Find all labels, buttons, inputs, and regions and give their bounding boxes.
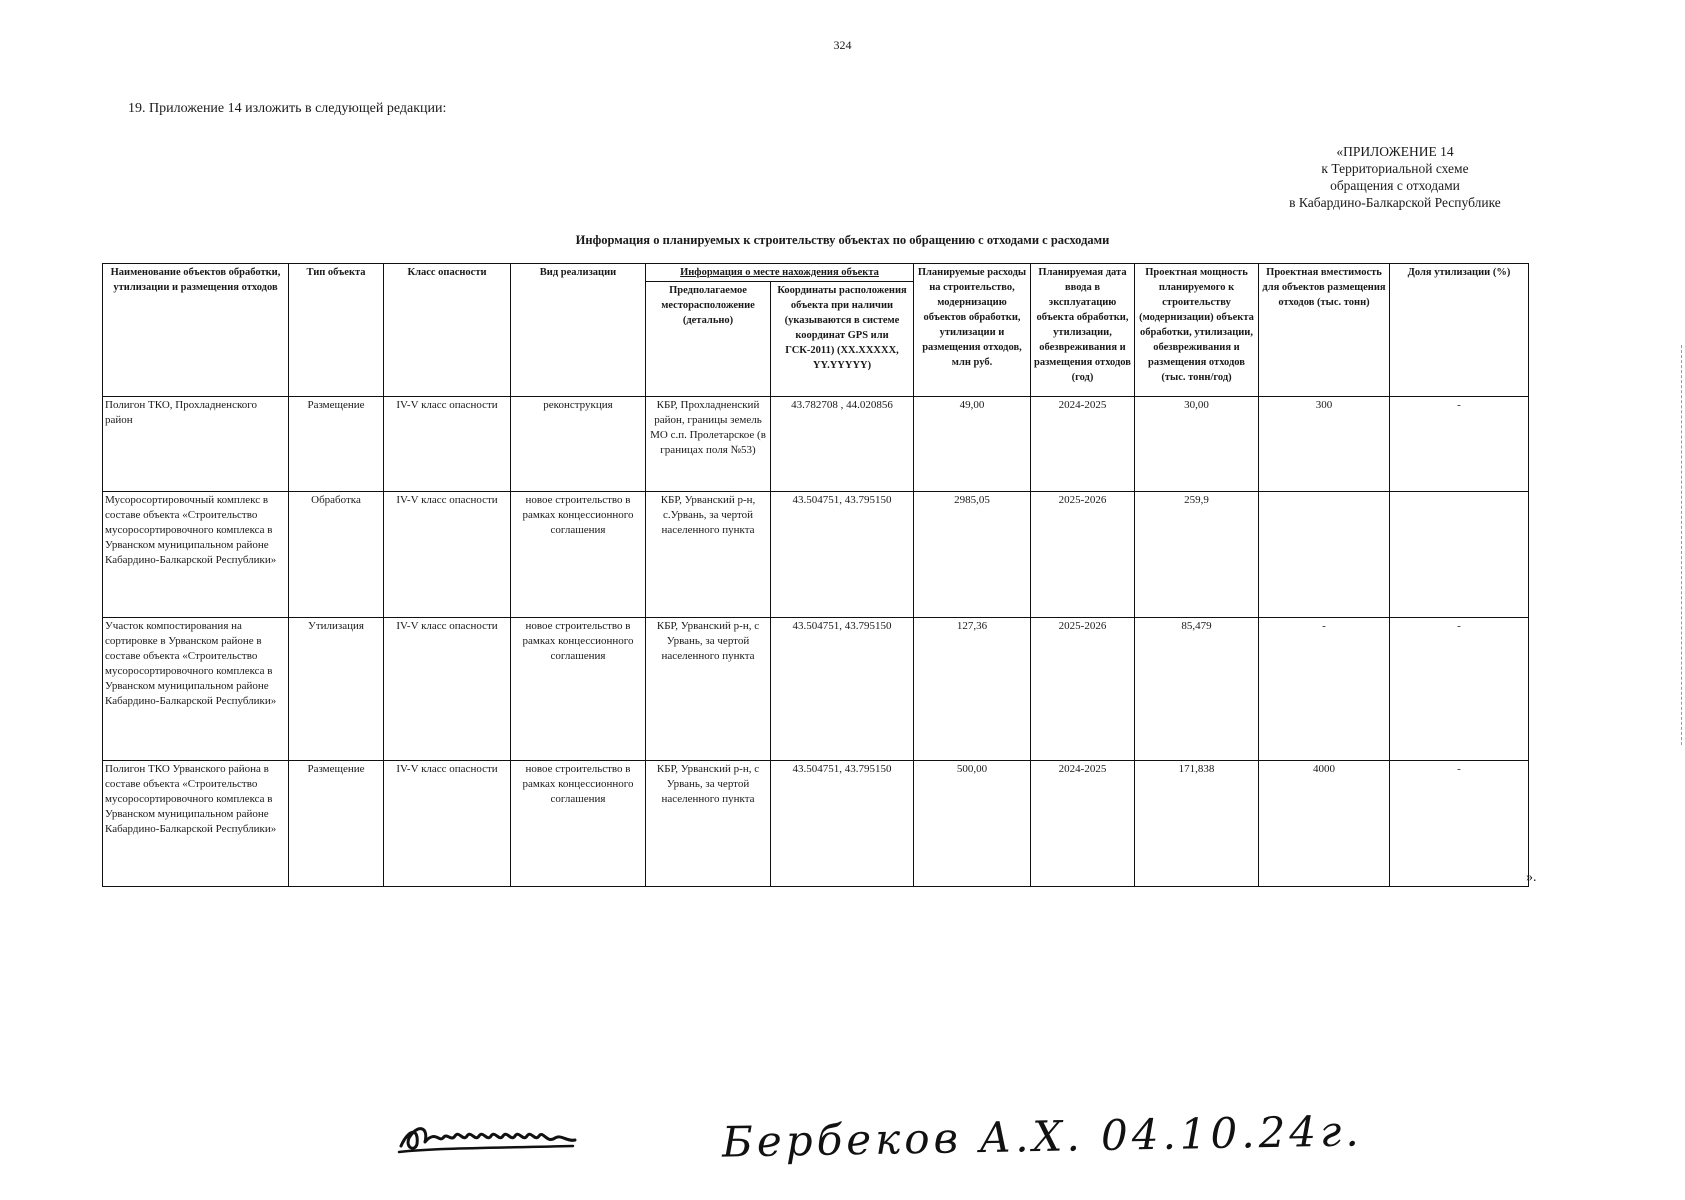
header-capacity: Проектная мощность планируемого к строительству (модернизации) объекта обработки, утилизации, обезвреживания и размещения отходов (тыс. тонн/год): [1135, 264, 1259, 397]
cell-hazard: IV-V класс опасности: [384, 492, 511, 618]
header-costs: Планируемые расходы на строительство, модернизацию объектов обработки, утилизации и размещения отходов, млн руб.: [914, 264, 1031, 397]
cell-hazard: IV-V класс опасности: [384, 761, 511, 887]
cell-date: 2025-2026: [1031, 618, 1135, 761]
header-hazard: Класс опасности: [384, 264, 511, 397]
appendix-line-3: обращения с отходами: [1330, 178, 1460, 193]
cell-costs: 127,36: [914, 618, 1031, 761]
table-row: [103, 492, 1529, 618]
cell-type: Утилизация: [289, 618, 384, 761]
header-location: Предполагаемое месторасположение (детально): [646, 282, 771, 397]
cell-capacity: 30,00: [1135, 397, 1259, 492]
cell-type: Размещение: [289, 397, 384, 492]
cell-location: КБР, Урванский р-н, с Урвань, за чертой населенного пункта: [646, 618, 771, 761]
closing-quote: ».: [1526, 870, 1537, 885]
table-row: [103, 761, 1529, 887]
cell-name: Полигон ТКО Урванского района в составе объекта «Строительство мусоросортировочного комплекса в Урванском муниципальном районе Кабардино-Балкарской Республики»: [103, 761, 289, 887]
cell-realization: новое строительство в рамках концессионного соглашения: [511, 761, 646, 887]
header-coords: Координаты расположения объекта при наличии (указываются в системе координат GPS или ГСК-2011) (XX.XXXXX, YY.YYYYY): [771, 282, 914, 397]
cell-coords: 43.782708 , 44.020856: [771, 397, 914, 492]
header-realization: Вид реализации: [511, 264, 646, 397]
cell-realization: реконструкция: [511, 397, 646, 492]
document-title: Информация о планируемых к строительству объектах по обращению с отходами с расходами: [575, 233, 1110, 247]
cell-location: КБР, Прохладненский район, границы земель МО с.п. Пролетарское (в границах поля №53): [646, 397, 771, 492]
table-row: [103, 397, 1529, 492]
appendix-line-4: в Кабардино-Балкарской Республике: [1289, 195, 1501, 210]
cell-name: Участок компостирования на сортировке в Урванском районе в составе объекта «Строительство мусоросортировочного комплекса в Урванском муниципальном районе Кабардино-Балкарской Республики»: [103, 618, 289, 761]
cell-share: -: [1390, 761, 1529, 887]
cell-volume: [1259, 492, 1390, 618]
cell-costs: 49,00: [914, 397, 1031, 492]
cell-coords: 43.504751, 43.795150: [771, 761, 914, 887]
handwritten-signature-icon: [395, 1108, 625, 1158]
handwritten-name-date: Бербеков А.Х. 04.10.24г.: [721, 1106, 1364, 1167]
cell-costs: 2985,05: [914, 492, 1031, 618]
cell-capacity: 171,838: [1135, 761, 1259, 887]
header-volume: Проектная вместимость для объектов размещения отходов (тыс. тонн): [1259, 264, 1390, 397]
cell-share: -: [1390, 618, 1529, 761]
header-name: Наименование объектов обработки, утилизации и размещения отходов: [103, 264, 289, 397]
table-row: [103, 618, 1529, 761]
cell-hazard: IV-V класс опасности: [384, 397, 511, 492]
appendix-line-2: к Территориальной схеме: [1321, 161, 1469, 176]
cell-volume: 300: [1259, 397, 1390, 492]
header-date: Планируемая дата ввода в эксплуатацию объекта обработки, утилизации, обезвреживания и размещения отходов (год): [1031, 264, 1135, 397]
cell-volume: -: [1259, 618, 1390, 761]
cell-costs: 500,00: [914, 761, 1031, 887]
intro-paragraph: 19. Приложение 14 изложить в следующей редакции:: [128, 101, 447, 116]
facilities-table: [102, 263, 1529, 887]
cell-date: 2024-2025: [1031, 761, 1135, 887]
page-number: 324: [833, 38, 852, 52]
cell-hazard: IV-V класс опасности: [384, 618, 511, 761]
cell-capacity: 85,479: [1135, 618, 1259, 761]
appendix-line-1: «ПРИЛОЖЕНИЕ 14: [1336, 144, 1454, 159]
appendix-heading: [1215, 143, 1515, 211]
cell-realization: новое строительство в рамках концессионного соглашения: [511, 618, 646, 761]
cell-realization: новое строительство в рамках концессионного соглашения: [511, 492, 646, 618]
cell-type: Размещение: [289, 761, 384, 887]
cell-coords: 43.504751, 43.795150: [771, 492, 914, 618]
cell-name: Полигон ТКО, Прохладненского район: [103, 397, 289, 492]
cell-type: Обработка: [289, 492, 384, 618]
cell-name: Мусоросортировочный комплекс в составе объекта «Строительство мусоросортировочного комплекса в Урванском муниципальном районе Кабардино-Балкарской Республики»: [103, 492, 289, 618]
cell-date: 2025-2026: [1031, 492, 1135, 618]
cell-volume: 4000: [1259, 761, 1390, 887]
cell-share: [1390, 492, 1529, 618]
header-type: Тип объекта: [289, 264, 384, 397]
margin-scan-marks: [1681, 345, 1684, 745]
cell-capacity: 259,9: [1135, 492, 1259, 618]
cell-date: 2024-2025: [1031, 397, 1135, 492]
cell-share: -: [1390, 397, 1529, 492]
cell-location: КБР, Урванский р-н, с.Урвань, за чертой населенного пункта: [646, 492, 771, 618]
cell-location: КБР, Урванский р-н, с Урвань, за чертой населенного пункта: [646, 761, 771, 887]
cell-coords: 43.504751, 43.795150: [771, 618, 914, 761]
header-location-group: Информация о месте нахождения объекта: [646, 264, 914, 282]
header-share: Доля утилизации (%): [1390, 264, 1529, 397]
